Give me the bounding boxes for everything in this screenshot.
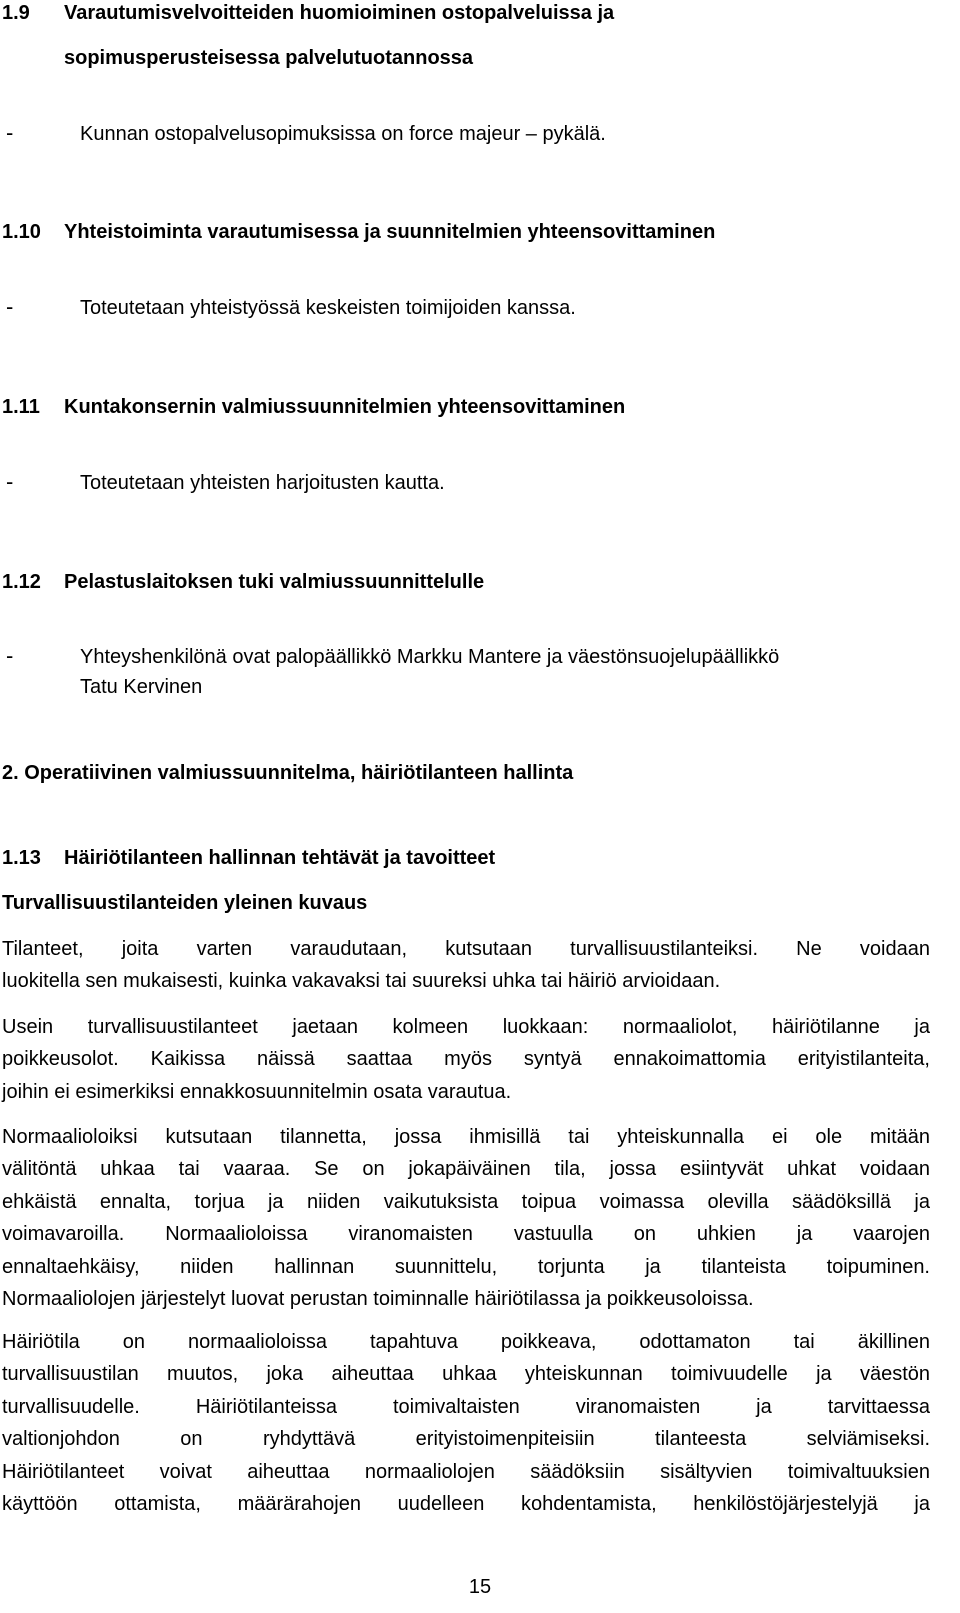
paragraph	[2, 1011, 930, 1108]
bullet-text: Toteutetaan yhteisten harjoitusten kautta.	[80, 472, 445, 494]
bullet-text-continued: Tatu Kervinen	[80, 676, 203, 698]
paragraph-line: luokitella sen mukaisesti, kuinka vakavaksi tai suureksi uhka tai häiriö arvioidaan.	[2, 970, 721, 993]
paragraph-line: Häiriötilanteet voivat aiheuttaa normaaliolojen säädöksiin sisältyvien toimivaltuuksien	[2, 1460, 930, 1483]
paragraph-line: käyttöön ottamista, määrärahojen uudelleen kohdentamista, henkilöstöjärjestelyjä ja	[2, 1493, 930, 1516]
paragraph-line: turvallisuudelle. Häiriötilanteissa toimivaltaisten viranomaisten ja tarvittaessa	[2, 1395, 930, 1418]
bullet-text: Kunnan ostopalvelusopimuksissa on force majeur – pykälä.	[80, 123, 606, 145]
section-number: 1.13	[2, 847, 41, 869]
section-heading-1-13	[2, 847, 495, 870]
bullet-dash: -	[6, 469, 14, 494]
paragraph-line: välitöntä uhkaa tai vaaraa. Se on jokapäiväinen tila, jossa esiintyvät uhkat voidaan	[2, 1158, 930, 1181]
section-title: Häiriötilanteen hallinnan tehtävät ja tavoitteet	[64, 847, 496, 869]
paragraph-line: Tilanteet, joita varten varaudutaan, kutsutaan turvallisuustilanteiksi. Ne voidaan	[2, 938, 930, 960]
section-number: 1.11	[2, 396, 40, 418]
paragraph-line: joihin ei esimerkiksi ennakkosuunnitelmin osata varautua.	[2, 1080, 512, 1103]
paragraph-line: ehkäistä ennalta, torjua ja niiden vaikutuksista toipua voimassa olevilla säädöksillä ja	[2, 1190, 930, 1213]
section-title: Varautumisvelvoitteiden huomioiminen ostopalveluissa ja	[64, 2, 615, 24]
chapter-heading: 2. Operatiivinen valmiussuunnitelma, häiriötilanteen hallinta	[2, 762, 574, 784]
paragraph-line: Häiriötila on normaalioloissa tapahtuva poikkeava, odottamaton tai äkillinen	[2, 1331, 930, 1353]
section-heading-1-12	[2, 571, 484, 594]
paragraph-line: voimavaroilla. Normaalioloissa viranomaisten vastuulla on uhkien ja vaarojen	[2, 1223, 930, 1246]
section-heading-1-11	[2, 396, 625, 419]
bullet-dash: -	[6, 643, 14, 668]
paragraph-line: turvallisuustilan muutos, joka aiheuttaa uhkaa yhteiskunnan toimivuudelle ja väestön	[2, 1363, 930, 1386]
paragraph-line: poikkeusolot. Kaikissa näissä saattaa myös syntyä ennakoimattomia erityistilanteita,	[2, 1048, 930, 1071]
page-number: 15	[468, 1576, 492, 1598]
bullet-text: Yhteyshenkilönä ovat palopäällikkö Markku Mantere ja väestönsuojelupäällikkö	[80, 646, 780, 668]
section-heading-1-9-line2: sopimusperusteisessa palvelutuotannossa	[64, 47, 474, 69]
section-title: Kuntakonsernin valmiussuunnitelmien yhteensovittaminen	[64, 396, 626, 418]
subheading: Turvallisuustilanteiden yleinen kuvaus	[2, 892, 368, 914]
section-title: Yhteistoiminta varautumisessa ja suunnitelmien yhteensovittaminen	[64, 221, 716, 243]
paragraph-line: Usein turvallisuustilanteet jaetaan kolmeen luokkaan: normaaliolot, häiriötilanne ja	[2, 1016, 930, 1038]
paragraph-line: Normaalioloiksi kutsutaan tilannetta, jossa ihmisillä tai yhteiskunnalla ei ole mitään	[2, 1126, 930, 1148]
section-title: Pelastuslaitoksen tuki valmiussuunnittelulle	[64, 571, 485, 593]
bullet-dash: -	[6, 294, 14, 319]
paragraph-line: Normaaliolojen järjestelyt luovat perustan toiminnalle häiriötilassa ja poikkeusoloissa.	[2, 1288, 754, 1311]
paragraph-line: ennaltaehkäisy, niiden hallinnan suunnittelu, torjunta ja tilanteista toipuminen.	[2, 1255, 930, 1278]
bullet-dash: -	[6, 120, 14, 145]
paragraph	[2, 1326, 930, 1520]
section-heading-1-10	[2, 221, 715, 244]
section-number: 1.12	[2, 571, 41, 593]
paragraph	[2, 933, 930, 998]
section-number: 1.10	[2, 221, 41, 243]
bullet-text: Toteutetaan yhteistyössä keskeisten toimijoiden kanssa.	[80, 297, 576, 319]
section-heading-1-9	[2, 2, 614, 25]
section-number: 1.9	[2, 2, 30, 24]
paragraph	[2, 1121, 930, 1315]
paragraph-line: valtionjohdon on ryhdyttävä erityistoimenpiteisiin tilanteesta selviämiseksi.	[2, 1428, 930, 1451]
